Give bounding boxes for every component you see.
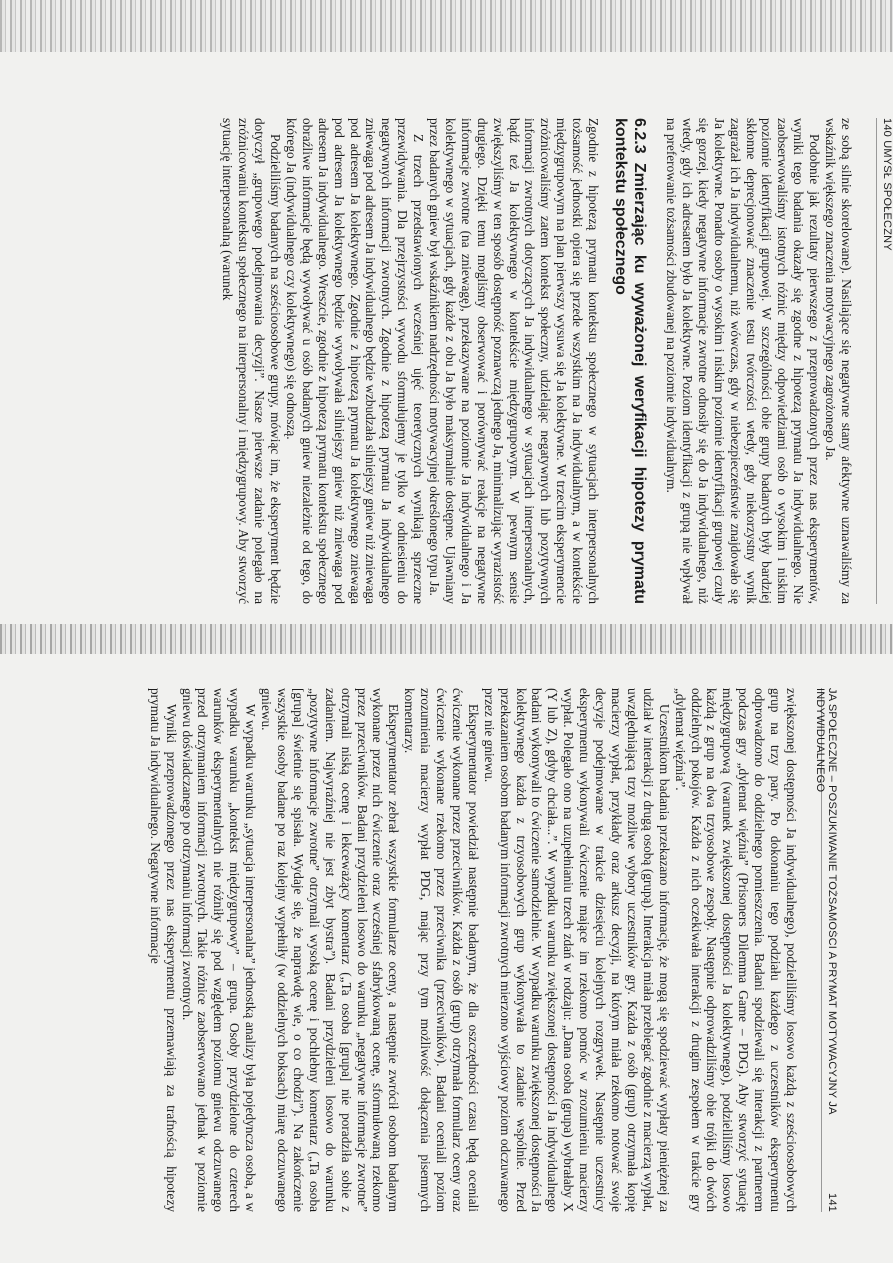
page-140-body <box>219 118 854 604</box>
page-140 <box>75 118 893 604</box>
paragraph: Eksperymentator zebrał wszystkie formularze oceny, a następnie zwrócił osobom badanym wykonane przez nich ćwiczenie oraz wcześniej sfabrykowaną ocenę, sformułowaną rzekomo przez przeciwników. Badani przydzieleni losowo do warunku „negatywne informacje zwrotne” otrzymali niską ocenę i lekceważący komentarz („Ta osoba [grupa] nie poradziła sobie z zadaniem. Najwyraźniej nie jest zbyt bystra”). Badani przydzieleni losowo do warunku „pozytywne informacje zwrotne” otrzymali wysoką ocenę i pochlebny komentarz („Ta osoba [grupa] świetnie się spisała. Wydaje się, że naprawdę wie, o co chodzi”). Na zakończenie wszystkie osoby badane po raz kolejny wypełniły (w oddzielnych boksach) miarę odczuwanego gniewu. <box>259 688 402 1212</box>
scan-noise-top <box>0 0 893 52</box>
running-head-text: JA SPOŁECZNE – POSZUKIWANIE TOŻSAMOŚCI A PRYMAT MOTYWACYJNY JA INDYWIDUALNEGO <box>814 688 838 1115</box>
paragraph: Eksperymentator powiedział następnie badanym, że dla oszczędności czasu będą oceniali ćwiczenie wykonane przez przeciwników. Każda z osób (grup) otrzymała formularz oceny oraz ćwiczenie wykonane rzekomo przez przeciwnika (przeciwników). Badani oceniali poziom zrozumienia macierzy wypłat PDG, mając przy tym możliwość dołączenia pisemnych komentarzy. <box>402 688 481 1212</box>
paragraph: Zgodnie z hipotezą prymatu kontekstu społecznego w sytuacjach interpersonalnych tożsamość jednostki opiera się przede wszystkim na Ja indywidualnym, a w kontekście międzygrupowym na plan pierwszy wysuwa się Ja kolektywne. W trzecim eksperymencie zróżnicowaliśmy zatem kontekst społeczny, udzielając negatywnych lub pozytywnych informacji zwrotnych dotyczących Ja indywidualnego w sytuacjach interpersonalnych, bądź też Ja kolektywnego w kontekście międzygrupowym. W pewnym sensie zwiększyliśmy w ten sposób dostępność poznawczą jednego Ja, minimalizując wyrazistość drugiego. Dzięki temu mogliśmy obserwować i porównywać reakcje na negatywne informacje zwrotne (na zniewagę), przekazywane na poziomie Ja indywidualnego i Ja kolektywnego w sytuacjach, gdy każde z obu Ja było maksymalnie dostępne. Ujawniany przez badanych gniew był wskaźnikiem nadrzędności motywacyjnej określonego typu Ja. <box>427 118 602 604</box>
paragraph: Podzieliliśmy badanych na sześcioosobowe grupy, mówiąc im, że eksperyment będzie dotyczył „grupowego podejmowania decyzji”. Nasze pierwsze zadanie polegało na zróżnicowaniu kontekstu społecznego na interpersonalny i międzygrupowy. Aby stworzyć sytuację interpersonalną (warunek <box>220 118 283 604</box>
running-head-right <box>814 688 838 1212</box>
page-number: 141 <box>826 1193 838 1212</box>
scan-noise-middle <box>0 624 893 654</box>
paragraph: Podobnie jak rezultaty pierwszego z przeprowadzonych przez nas eksperymentów, wyniki tego badania okazały się zgodne z hipotezą prymatu Ja indywidualnego. Nie zaobserwowaliśmy istotnych różnic między odpowiedziami osób o wysokim i niskim poziomie identyfikacji grupowej. W szczególności obie grupy badanych były bardziej skłonne deprecjonować znaczenie testu twórczości wtedy, gdy niekorzystny wynik zagrażał ich Ja indywidualnemu, niż wówczas, gdy w niebezpieczeństwie znajdowało się Ja kolektywne. Ponadto osoby o wysokim i niskim poziomie identyfikacji grupowej czuły się gorzej, kiedy negatywne informacje zwrotne odnosiły się do Ja indywidualnego, niż wtedy, gdy ich adresatem było Ja kolektywne. Poziom identyfikacji z grupą nie wpływał na preferowanie tożsamości zbudowanej na poziomie indywidualnym. <box>664 118 823 604</box>
paragraph: zwiększonej dostępności Ja indywidualnego), podzieliliśmy losowo każdą z sześcioosobowych grup na trzy pary. Po dokonaniu tego podziału każdego z uczestników eksperymentu odprowadzono do oddzielnego pomieszczenia. Badani spodziewali się interakcji z partnerem podczas gry „dylemat więźnia” (Prisoners Dilemma Game – PDG). Aby stworzyć sytuację międzygrupową (warunek zwiększonej dostępności Ja kolektywnego), podzieliliśmy losowo każdą z grup na dwa trzyosobowe zespoły. Następnie odprowadziliśmy obie trójki do dwóch oddzielnych pokojów. Każda z nich oczekiwała interakcji z drugim zespołem w trakcie gry „dylemat więźnia”. <box>672 688 799 1212</box>
paragraph: ze sobą silnie skorelowane). Nasilające się negatywne stany afektywne uznawaliśmy za wskaźnik większego znaczenia motywacyjnego zagrożonego Ja. <box>823 118 854 604</box>
paragraph: W wypadku warunku „sytuacja interpersonalna” jednostką analizy była pojedyncza osoba, a w wypadku warunku „kontekst międzygrupowy” – grupa. Osoby przydzielone do czterech warunków eksperymentalnych nie różniły się pod względem poziomu gniewu odczuwanego przed otrzymaniem informacji zwrotnych. Takie różnice zaobserwowano jednak w poziomie gniewu doświadczanego po otrzymaniu informacji zwrotnych. <box>179 688 259 1212</box>
running-head-text: 140 UMYSŁ SPOŁECZNY <box>881 118 893 251</box>
paragraph: Uczestnikom badania przekazano informację, że mogą się spodziewać wypłaty pieniężnej za udział w interakcji z drugą osobą (grupą). Interakcja miała przebiegać zgodnie z macierzą wypłat, uwzględniającą trzy możliwe wybory uczestników gry. Każda z osób (grup) otrzymała kopię macierzy wypłat, przykłady oraz arkusz decyzji, na którym miała rzekomo notować swoje decyzje podejmowane w trakcie dziesięciu kolejnych rozgrywek. Następnie uczestnicy eksperymentu wykonywali ćwiczenie mające im rzekomo pomóc w zrozumieniu macierzy wypłat. Polegało ono na uzupełnianiu trzech zdań w rodzaju: „Dana osoba (grupa) wybrałaby X (Y lub Z), gdyby chciała...”. W wypadku warunku zwiększonej dostępności Ja indywidualnego badani wykonywali to ćwiczenie samodzielnie. W wypadku warunku zwiększonej dostępności Ja kolektywnego każda z trzyosobowych grup wykonywała to zadanie wspólnie. Przed przekazaniem osobom badanym informacji zwrotnych mierzono wyjściowy poziom odczuwanego przez nie gniewu. <box>481 688 672 1212</box>
paragraph: Wyniki przeprowadzonego przez nas eksperymentu przemawiają za trafnością hipotezy prymatu Ja indywidualnego. Negatywne informacje <box>147 688 179 1212</box>
section-heading: 6.2.3 Zmierzając ku wyważonej weryfikacji hipotezy prymatu kontekstu społecznego <box>612 118 649 604</box>
running-head-left <box>876 118 893 604</box>
page-141 <box>18 688 838 1212</box>
page-141-body <box>147 688 799 1212</box>
paragraph: Z trzech przedstawionych wcześniej ujęć teoretycznych wynikają sprzeczne przewidywania. Dla przejrzystości wywodu sformułujemy je tylko w odniesieniu do negatywnych informacji zwrotnych. Zgodnie z hipotezą prymatu Ja indywidualnego zniewaga pod adresem Ja indywidualnego będzie wzbudzała silniejszy gniew niż zniewaga pod adresem Ja kolektywnego. Zgodnie z hipotezą prymatu Ja kolektywnego zniewaga pod adresem Ja kolektywnego będzie wywoływała silniejszy gniew niż zniewaga pod adresem Ja indywidualnego. Wreszcie, zgodnie z hipotezą prymatu kontekstu społecznego obraźliwe informacje będą wywoływać u osób badanych gniew niezależnie od tego, do którego Ja (indywidualnego czy kolektywnego) się odnoszą. <box>283 118 427 604</box>
